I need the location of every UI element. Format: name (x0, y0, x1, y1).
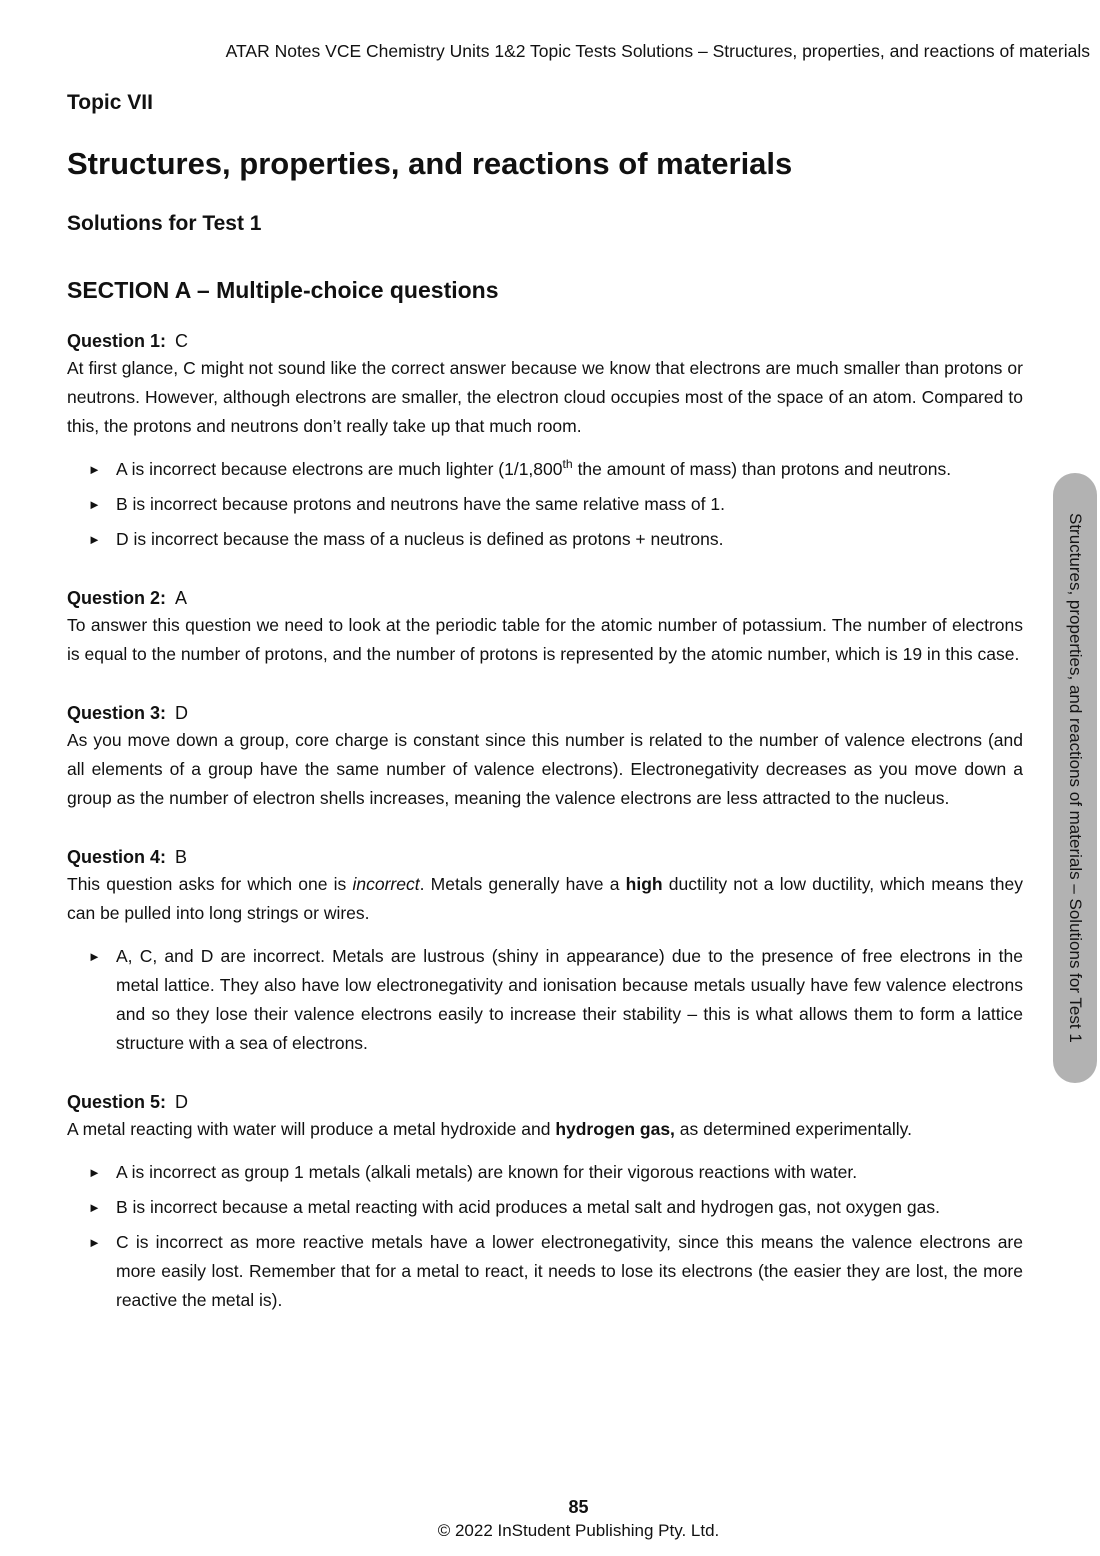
question-answer: C (175, 331, 189, 351)
question-paragraph (67, 611, 1023, 669)
bullet-text (116, 494, 725, 514)
question-label: Question 3: (67, 703, 167, 723)
question-paragraph (67, 1115, 1023, 1144)
bullet-text (116, 946, 1023, 1053)
text-segment: A is incorrect because electrons are much lighter (1/1,800 (116, 459, 563, 479)
text-segment: To answer this question we need to look at the periodic table for the atomic number of potassium. The number of electrons is equal to the number of protons, and the number of protons is represented by the atomic number, which is 19 in this case. (67, 615, 1023, 664)
text-segment: C is incorrect as more reactive metals have a lower electronegativity, since this means the valence electrons are more easily lost. Remember that for a metal to react, it needs to lose its electrons (the easier they are lost, the more reactive the metal is). (116, 1232, 1023, 1310)
question-block (67, 587, 1023, 669)
question-paragraph (67, 870, 1023, 928)
question-answer: B (175, 847, 188, 867)
question-label: Question 4: (67, 847, 167, 867)
section-heading: SECTION A – Multiple-choice questions (67, 277, 499, 303)
bullet-item (67, 490, 1023, 519)
bullet-item (67, 455, 1023, 484)
bullet-text (116, 1162, 857, 1182)
page-title: Structures, properties, and reactions of materials (67, 146, 793, 181)
bullet-list (67, 455, 1023, 554)
question-answer: A (175, 588, 188, 608)
text-segment: hydrogen gas, (555, 1119, 675, 1139)
bullet-arrow-icon: ► (88, 532, 101, 547)
side-tab (1053, 473, 1097, 1083)
text-segment: the amount of mass) than protons and neutrons. (572, 459, 952, 479)
question-heading (67, 702, 1023, 725)
text-segment: A metal reacting with water will produce a metal hydroxide and (67, 1119, 556, 1139)
text-segment: B is incorrect because protons and neutrons have the same relative mass of 1. (116, 494, 725, 514)
bullet-text (116, 1197, 940, 1217)
question-paragraph (67, 354, 1023, 441)
bullet-list (67, 942, 1023, 1058)
text-segment: As you move down a group, core charge is constant since this number is related to the number of valence electrons (and all elements of a group have the same number of valence electrons). Electronegativity decreases as you move down a group as the number of electron shells increases, meaning the valence electrons are less attracted to the nucleus. (67, 730, 1023, 808)
subtitle: Solutions for Test 1 (67, 212, 262, 235)
bullet-item (67, 1158, 1023, 1187)
bullet-arrow-icon: ► (88, 1165, 101, 1180)
text-segment: A is incorrect as group 1 metals (alkali metals) are known for their vigorous reactions with water. (116, 1162, 858, 1182)
bullet-item (67, 1193, 1023, 1222)
side-tab-label: Structures, properties, and reactions of materials – Solutions for Test 1 (1066, 513, 1085, 1043)
bullet-arrow-icon: ► (88, 462, 101, 477)
copyright: © 2022 InStudent Publishing Pty. Ltd. (437, 1521, 720, 1540)
text-segment: as determined experimentally. (674, 1119, 912, 1139)
question-block (67, 330, 1023, 554)
question-label: Question 1: (67, 331, 167, 351)
text-segment: . Metals generally have a (419, 874, 626, 894)
question-answer: D (175, 703, 189, 723)
question-label: Question 5: (67, 1092, 167, 1112)
text-segment: incorrect (352, 874, 420, 894)
question-answer: D (175, 1092, 189, 1112)
bullet-arrow-icon: ► (88, 497, 101, 512)
bullet-arrow-icon: ► (88, 1200, 101, 1215)
text-segment: D is incorrect because the mass of a nucleus is defined as protons + neutrons. (116, 529, 724, 549)
text-segment: This question asks for which one is (67, 874, 353, 894)
question-block (67, 1091, 1023, 1315)
question-heading (67, 330, 1023, 353)
bullet-item (67, 942, 1023, 1058)
page-footer (67, 1496, 1090, 1541)
text-segment: ductility not a low ductility, which means they can be pulled into long strings or wires. (67, 874, 1023, 923)
question-block (67, 846, 1023, 1058)
question-paragraph (67, 726, 1023, 813)
topic-label: Topic VII (67, 91, 153, 114)
bullet-text (116, 459, 951, 479)
question-heading (67, 846, 1023, 869)
running-header: ATAR Notes VCE Chemistry Units 1&2 Topic Tests Solutions – Structures, properties, and reactions of materials (225, 41, 1090, 61)
question-heading (67, 1091, 1023, 1114)
text-segment: At first glance, C might not sound like the correct answer because we know that electrons are much smaller than protons or neutrons. However, although electrons are smaller, the electron cloud occupies most of the space of an atom. Compared to this, the protons and neutrons don’t really take up that much room. (67, 358, 1023, 436)
text-segment: th (562, 457, 573, 472)
bullet-arrow-icon: ► (88, 949, 101, 964)
questions-container (67, 330, 1023, 1315)
bullet-list (67, 1158, 1023, 1315)
bullet-text (116, 1232, 1023, 1310)
question-heading (67, 587, 1023, 610)
content-column (67, 90, 1023, 1348)
question-block (67, 702, 1023, 813)
bullet-arrow-icon: ► (88, 1235, 101, 1250)
text-segment: high (625, 874, 663, 894)
bullet-item (67, 1228, 1023, 1315)
text-segment: B is incorrect because a metal reacting with acid produces a metal salt and hydrogen gas, not oxygen gas. (116, 1197, 940, 1217)
bullet-item (67, 525, 1023, 554)
text-segment: A, C, and D are incorrect. Metals are lustrous (shiny in appearance) due to the presence of free electrons in the metal lattice. They also have low electronegativity and ionisation because metals usually have few valence electrons and so they lose their valence electrons easily to increase their stability – this is what allows them to form a lattice structure with a sea of electrons. (116, 946, 1023, 1053)
bullet-text (116, 529, 723, 549)
page-number: 85 (568, 1497, 589, 1517)
question-label: Question 2: (67, 588, 167, 608)
